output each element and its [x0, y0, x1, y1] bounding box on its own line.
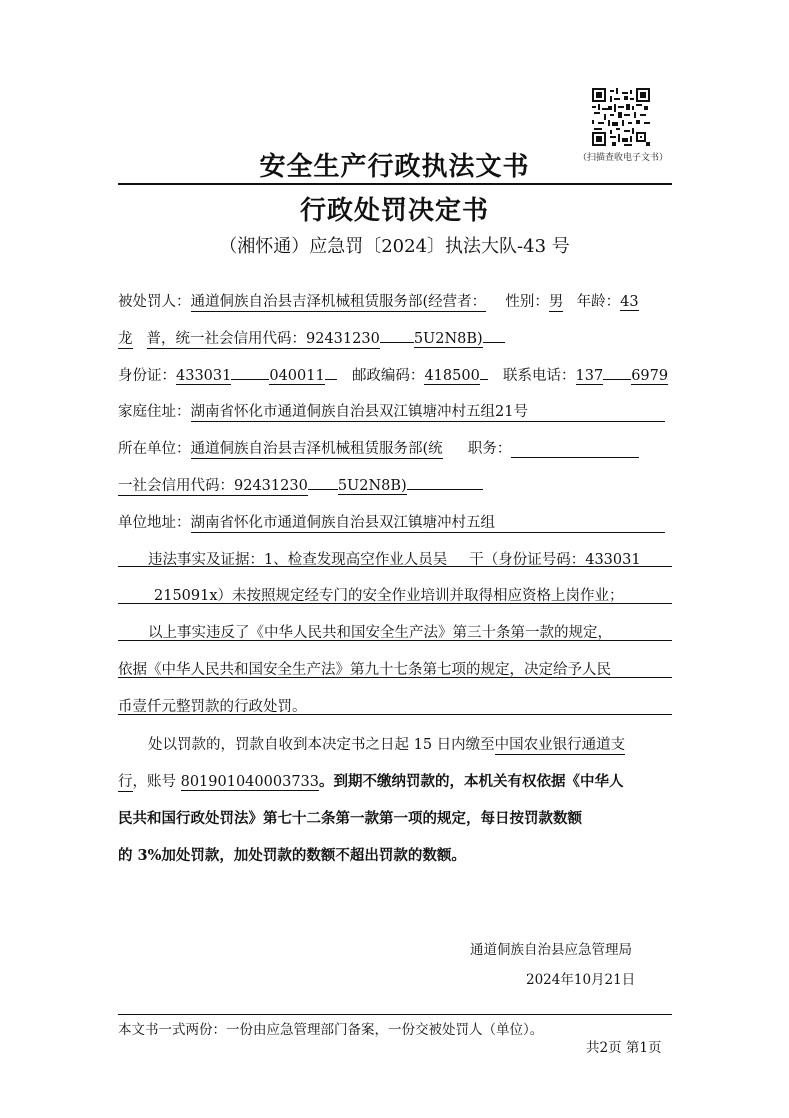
payment-bank-end: 行	[118, 770, 133, 792]
payment-line-3: 民共和国行政处罚法》第七十二条第一款第一项的规定，每日按罚款数额	[118, 810, 582, 827]
postcode-value: 418500	[424, 368, 480, 384]
party-credit-code: 普，统一社会信用代码：92431230	[147, 327, 380, 349]
facts-underline-2	[118, 603, 672, 604]
decision-line-3: 币壹仟元整罚款的行政处罚。	[118, 699, 307, 715]
payment-text-a: 处以罚款的，罚款自收到本决定书之日起 15 日内缴至	[148, 737, 495, 753]
decision-underline-3	[118, 714, 672, 715]
party-line-2	[118, 327, 505, 349]
id-value-b: 040011	[269, 368, 325, 384]
party-line-1	[118, 290, 639, 312]
unit-line-2	[118, 474, 483, 496]
payment-account-number: 801901040003733	[180, 774, 319, 790]
decision-line-2: 依据《中华人民共和国安全生产法》第九十七条第七项的规定，决定给予人民	[118, 662, 611, 678]
decision-underline-1	[118, 640, 672, 641]
age-label: 年龄：	[576, 294, 621, 310]
payment-line-2	[118, 770, 624, 792]
home-value: 湖南省怀化市通道侗族自治县双江镇塘冲村五组21号	[191, 400, 665, 422]
job-value	[511, 441, 639, 458]
party-name-label: 被处罚人：	[118, 294, 191, 310]
address-label: 单位地址：	[118, 515, 191, 531]
address-value: 湖南省怀化市通道侗族自治县双江镇塘冲村五组	[191, 511, 665, 533]
payment-warning-a: 。到期不缴纳罚款的，本机关有权依据《中华人	[319, 773, 624, 790]
page-indicator: 共2页 第1页	[586, 1040, 662, 1056]
id-value-a: 433031	[176, 368, 232, 384]
unit-line	[118, 437, 639, 459]
payment-line-1	[148, 733, 625, 755]
phone-value-a: 137	[575, 368, 604, 384]
party-line2-a: 龙	[118, 327, 133, 349]
footer-note: 本文书一式两份：一份由应急管理部门备案，一份交被处罚人（单位）。	[118, 1022, 544, 1038]
issuing-agency: 通道侗族自治县应急管理局	[470, 942, 632, 958]
document-subtitle: 行政处罚决定书	[299, 196, 489, 226]
qr-code-icon	[592, 88, 650, 146]
unit-credit-code: 一社会信用代码：92431230	[118, 474, 308, 496]
job-label: 职务：	[467, 441, 512, 457]
party-line-3	[118, 364, 668, 385]
unit-value: 通道侗族自治县吉泽机械租赁服务部(统	[191, 437, 443, 459]
id-label: 身份证：	[118, 368, 176, 384]
gender-label: 性别：	[505, 294, 549, 310]
home-label: 家庭住址：	[118, 404, 191, 420]
footer-divider	[118, 1014, 672, 1015]
payment-bank: 中国农业银行通道支	[495, 733, 626, 755]
payment-account-label: ，账号	[132, 774, 181, 790]
unit-address-line	[118, 511, 665, 533]
facts-underline-1	[118, 566, 672, 567]
unit-label: 所在单位：	[118, 441, 191, 457]
home-address-line	[118, 400, 665, 422]
party-credit-code-end: 5U2N8B)	[413, 331, 483, 347]
age-value: 43	[620, 294, 639, 310]
unit-credit-code-end: 5U2N8B)	[337, 478, 407, 494]
phone-value-b: 6979	[631, 368, 669, 384]
gender-value: 男	[549, 290, 564, 312]
issue-date: 2024年10月21日	[526, 972, 636, 988]
payment-line-4: 的 3%加处罚款，加处罚款的数额不超出罚款的数额。	[118, 847, 466, 864]
title-divider	[118, 183, 672, 185]
decision-underline-2	[118, 677, 672, 678]
facts-line-2: 215091x）未按照规定经专门的安全作业培训并取得相应资格上岗作业；	[154, 588, 624, 604]
postcode-label: 邮政编码：	[351, 368, 425, 384]
facts-text-a: 违法事实及证据：1、检查发现高空作业人员吴	[148, 552, 448, 568]
phone-label: 联系电话：	[503, 368, 576, 384]
document-number: （湘怀通）应急罚〔2024〕执法大队-43 号	[219, 236, 570, 257]
qr-caption: （扫描查收电子文书）	[578, 153, 669, 163]
decision-line-1: 以上事实违反了《中华人民共和国安全生产法》第三十条第一款的规定，	[148, 625, 612, 641]
party-name-value: 通道侗族自治县吉泽机械租赁服务部(经营者：	[191, 290, 487, 312]
facts-text-b: 干（身份证号码：433031	[469, 552, 641, 568]
document-title: 安全生产行政执法文书	[259, 152, 530, 182]
